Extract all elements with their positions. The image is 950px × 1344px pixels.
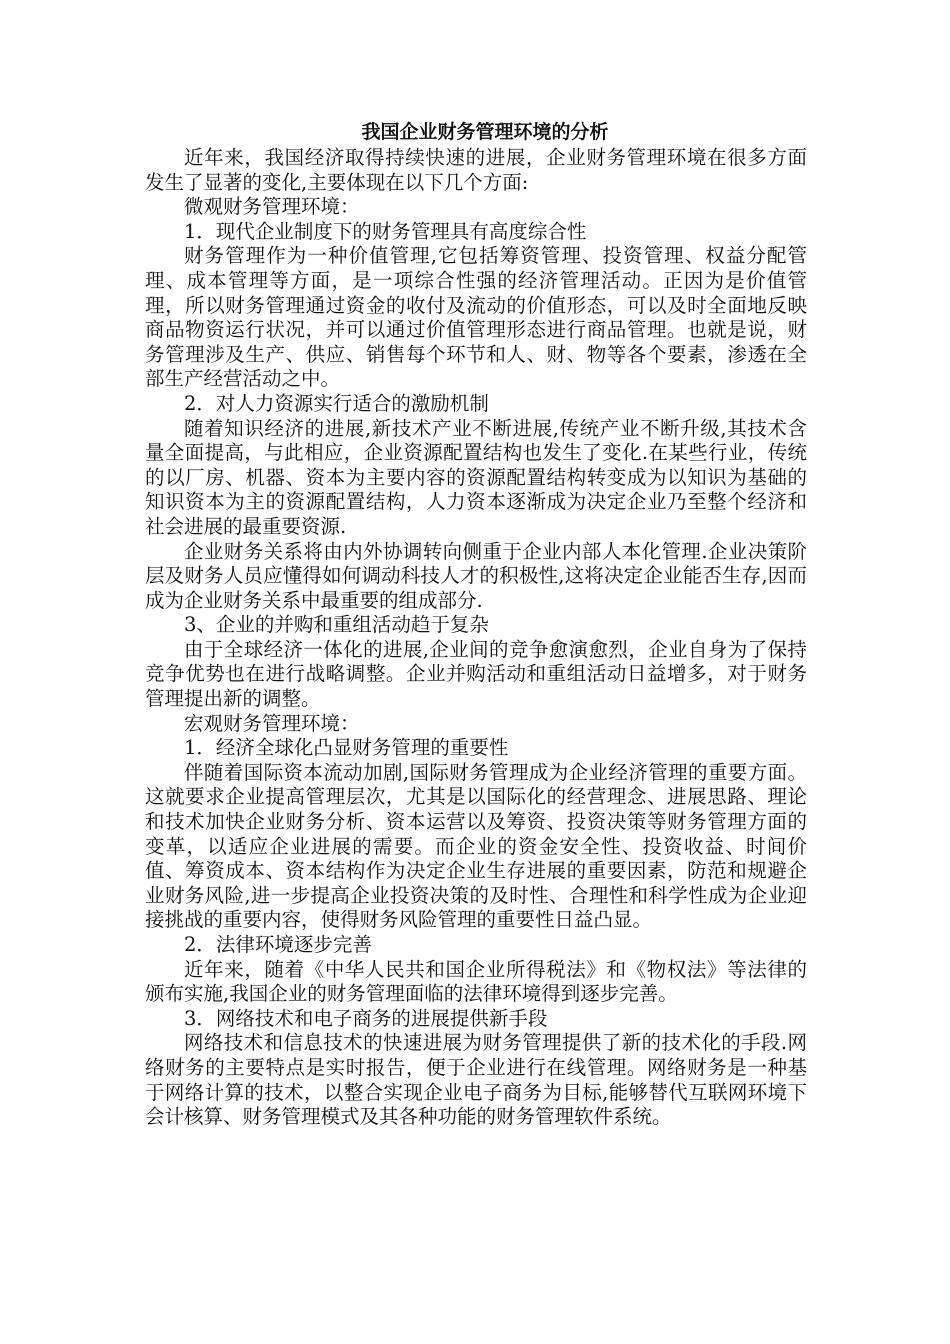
subheading-macro-3: 3．网络技术和电子商务的进展提供新手段: [184, 1006, 548, 1030]
paragraph-micro-2a: 随着知识经济的进展,新技术产业不断进展,传统产业不断升级,其技术含量全面提高，与此相应，企业资源配置结构也发生了变化.在某些行业，传统的以厂房、机器、资本为主要内容的资源配置结构转变成为以知识为基础的知识资本为主的资源配置结构，人力资本逐渐成为决定企业乃至整个经济和社会进展的最重要资源.: [145, 416, 807, 538]
paragraph-macro-3: 网络技术和信息技术的快速进展为财务管理提供了新的技术化的手段.网络财务的主要特点是实时报告，便于企业进行在线管理。网络财务是一种基于网络计算的技术，以整合实现企业电子商务为目标,能够替代互联网环境下会计核算、财务管理模式及其各种功能的财务管理软件系统。: [145, 1031, 807, 1129]
subheading-macro-1: 1．经济全球化凸显财务管理的重要性: [184, 736, 509, 760]
subheading-micro-1: 1．现代企业制度下的财务管理具有高度综合性: [184, 219, 587, 243]
paragraph-micro-1: 财务管理作为一种价值管理,它包括筹资管理、投资管理、权益分配管理、成本管理等方面，是一项综合性强的经济管理活动。正因为是价值管理，所以财务管理通过资金的收付及流动的价值形态，可以及时全面地反映商品物资运行状况，并可以通过价值管理形态进行商品管理。也就是说，财务管理涉及生产、供应、销售每个环节和人、财、物等各个要素，渗透在全部生产经营活动之中。: [145, 244, 807, 391]
document-title: 我国企业财务管理环境的分析: [361, 121, 609, 143]
paragraph-micro-3: 由于全球经济一体化的进展,企业间的竞争愈演愈烈，企业自身为了保持竞争优势也在进行战略调整。企业并购活动和重组活动日益增多，对于财务管理提出新的调整。: [145, 637, 807, 711]
document-page: [145, 118, 807, 1130]
section-heading-micro: 微观财务管理环境：: [184, 195, 360, 219]
paragraph-macro-1: 伴随着国际资本流动加剧,国际财务管理成为企业经济管理的重要方面。这就要求企业提高管理层次，尤其是以国际化的经营理念、进展思路、理论和技术加快企业财务分析、资本运营以及筹资、投资决策等财务管理方面的变革，以适应企业进展的需要。而企业的资金安全性、投资收益、时间价值、筹资成本、资本结构作为决定企业生存进展的重要因素，防范和规避企业财务风险,进一步提高企业投资决策的及时性、合理性和科学性成为企业迎接挑战的重要内容，使得财务风险管理的重要性日益凸显。: [145, 760, 807, 932]
subheading-macro-2: 2．法律环境逐步完善: [184, 933, 372, 956]
section-heading-macro: 宏观财务管理环境：: [184, 711, 360, 735]
paragraph-macro-2: 近年来，随着《中华人民共和国企业所得税法》和《物权法》等法律的颁布实施,我国企业的财务管理面临的法律环境得到逐步完善。: [145, 957, 807, 1006]
subheading-micro-2: 2．对人力资源实行适合的激励机制: [184, 391, 489, 415]
paragraph-intro: 近年来，我国经济取得持续快速的进展，企业财务管理环境在很多方面发生了显著的变化,主要体现在以下几个方面:: [145, 146, 807, 194]
paragraph-micro-2b: 企业财务关系将由内外协调转向侧重于企业内部人本化管理.企业决策阶层及财务人员应懂得如何调动科技人才的积极性,这将决定企业能否生存,因而成为企业财务关系中最重要的组成部分.: [145, 539, 807, 612]
subheading-micro-3: 3、企业的并购和重组活动趋于复杂: [184, 613, 489, 637]
